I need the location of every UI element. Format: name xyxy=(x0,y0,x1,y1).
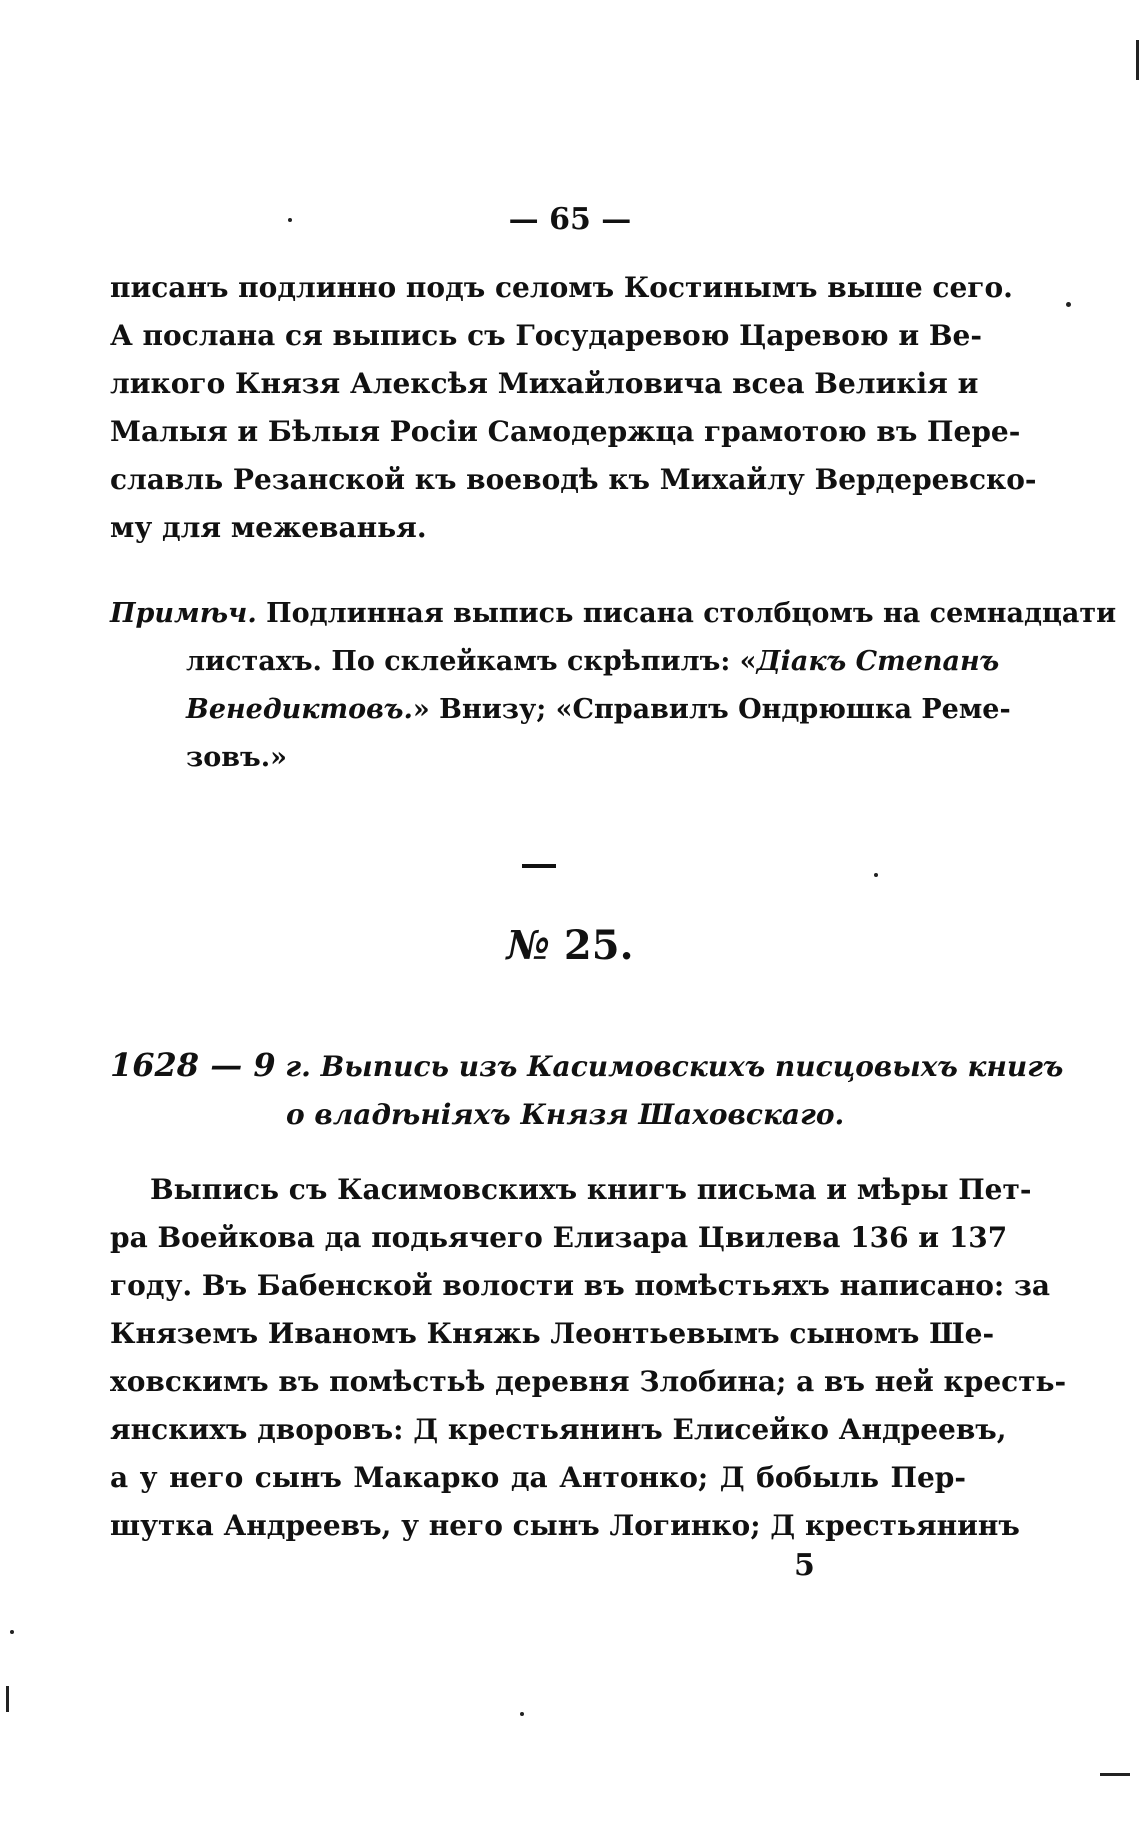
note-line: зовъ.» xyxy=(186,742,287,773)
note-text: » Внизу; «Справилъ Ондрюшка Реме- xyxy=(412,694,1011,725)
document-heading xyxy=(110,1040,1064,1140)
note-line xyxy=(110,686,1011,734)
text-line: славль Резанской къ воеводѣ къ Михайлу Вердеревско- xyxy=(110,463,1037,496)
number-value: 25. xyxy=(563,922,634,969)
note-line xyxy=(110,590,1117,638)
note-label: Примѣч. xyxy=(110,598,257,629)
heading-year: 1628 — 9 xyxy=(110,1046,276,1084)
text-line: Малыя и Бѣлыя Росіи Самодержца грамотою въ Пере- xyxy=(110,415,1021,448)
scan-speck xyxy=(1066,302,1071,307)
text-line: янскихъ дворовъ: Д крестьянинъ Елисейко Андреевъ, xyxy=(110,1413,1007,1446)
scan-edge-mark xyxy=(6,1686,9,1712)
text-line: Выпись съ Касимовскихъ книгъ письма и мѣры Пет- xyxy=(150,1173,1032,1206)
note-quote: Діакъ Степанъ xyxy=(756,646,1000,677)
text-line: Княземъ Иваномъ Княжь Леонтьевымъ сыномъ Ше- xyxy=(110,1317,995,1350)
text-line: а у него сынъ Макарко да Антонко; Д бобыль Пер- xyxy=(110,1461,966,1494)
number-sign: № xyxy=(506,922,550,969)
text-line: шутка Андреевъ, у него сынъ Логинко; Д крестьянинъ xyxy=(110,1509,1020,1542)
text-line: писанъ подлинно подъ селомъ Костинымъ выше сего. xyxy=(110,271,1013,304)
note-text: Подлинная выпись писана столбцомъ на семнадцати xyxy=(266,598,1117,629)
text-line: А послана ся выпись съ Государевою Царевою и Ве- xyxy=(110,319,982,352)
paragraph-continuation xyxy=(110,264,1037,552)
text-line: ликого Князя Алексѣя Михайловича всеа Великія и xyxy=(110,367,979,400)
text-line: ра Воейкова да подьячего Елизара Цвилева 136 и 137 xyxy=(110,1221,1008,1254)
scan-speck xyxy=(10,1630,14,1634)
page-number: — 65 — xyxy=(508,202,632,237)
signature-mark: 5 xyxy=(794,1548,815,1583)
heading-line xyxy=(110,1040,1064,1090)
text-line: ховскимъ въ помѣстьѣ деревня Злобина; а въ ней кресть- xyxy=(110,1365,1067,1398)
document-number xyxy=(0,922,1140,969)
editor-note xyxy=(110,590,1117,782)
section-divider xyxy=(522,864,556,868)
scan-speck xyxy=(874,873,878,877)
text-line: му для межеванья. xyxy=(110,511,427,544)
note-line xyxy=(110,638,1000,686)
note-quote: Венедиктовъ. xyxy=(186,694,413,725)
scan-speck xyxy=(520,1712,524,1716)
document-body xyxy=(110,1166,1067,1550)
heading-text: г. Выпись изъ Касимовскихъ писцовыхъ книгъ xyxy=(285,1050,1064,1083)
text-line: году. Въ Бабенской волости въ помѣстьяхъ написано: за xyxy=(110,1269,1051,1302)
heading-line: о владѣніяхъ Князя Шаховскаго. xyxy=(286,1098,845,1131)
scan-edge-mark xyxy=(1100,1773,1130,1776)
note-text: листахъ. По склейкамъ скрѣпилъ: « xyxy=(186,646,757,677)
scan-edge-mark xyxy=(1136,40,1139,80)
scan-speck xyxy=(288,218,292,222)
